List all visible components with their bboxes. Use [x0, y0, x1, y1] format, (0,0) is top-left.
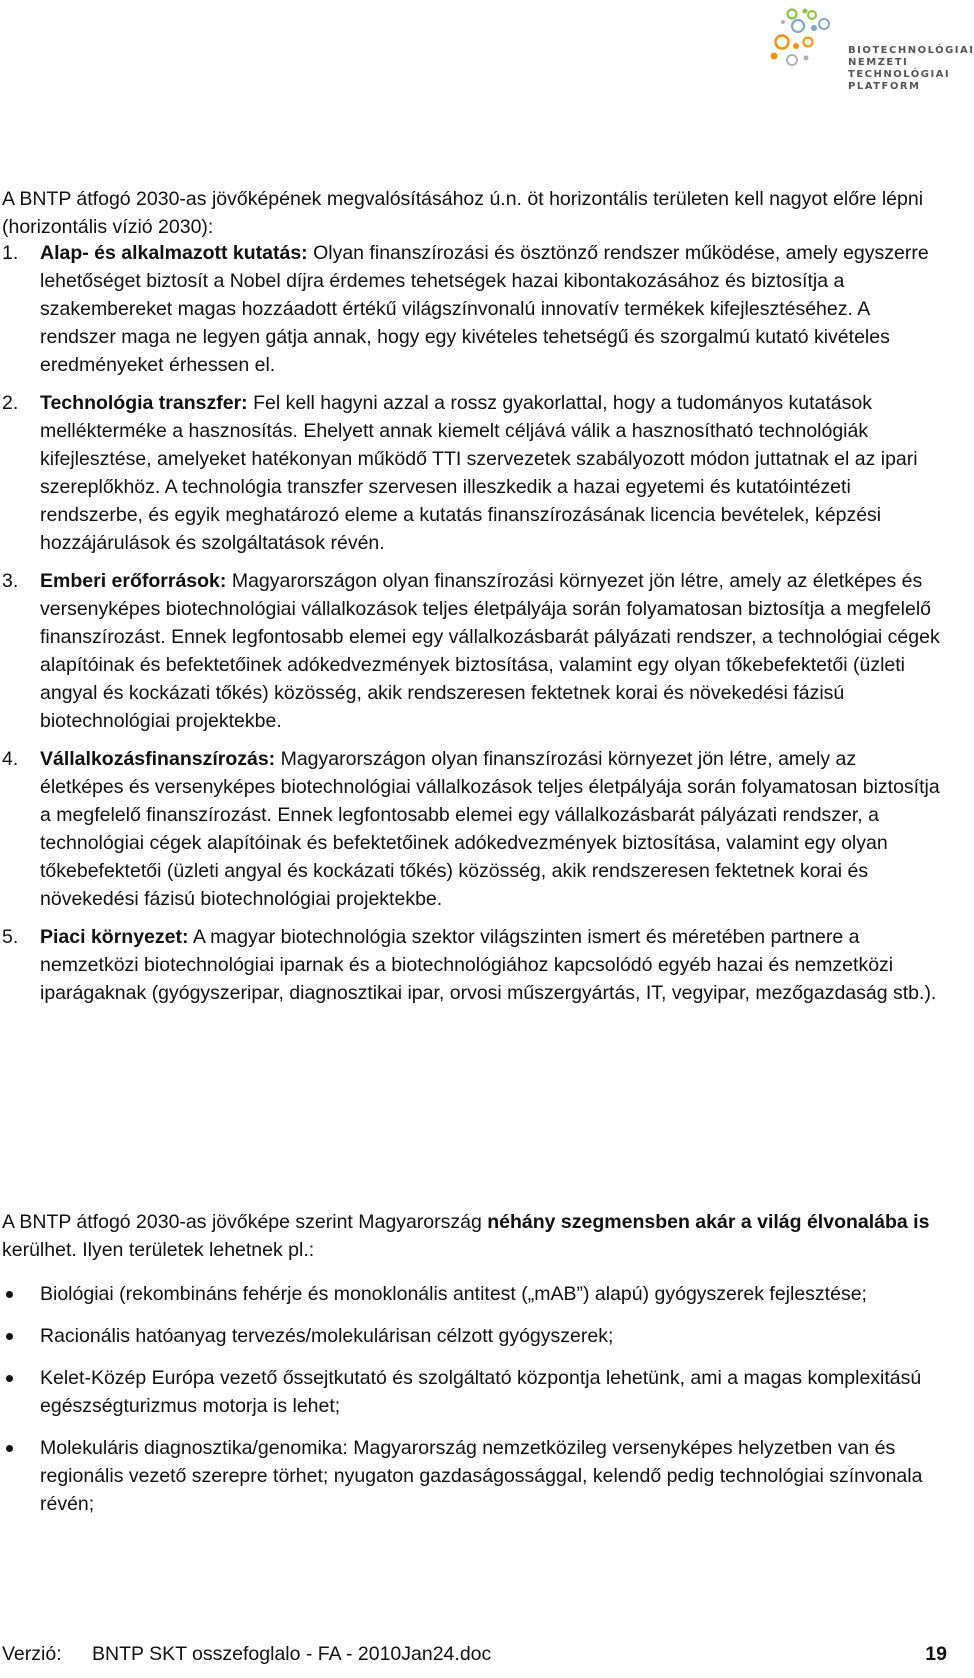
version-label: Verzió:: [2, 1643, 62, 1665]
item-number: 4.: [2, 748, 19, 770]
item-number: 2.: [2, 392, 19, 414]
bullet-text: Molekuláris diagnosztika/genomika: Magyarország nemzetközileg versenyképes helyzetben van és regionális vezető szerepre törhet; nyugaton gazdaságossággal, kelendő pedig technológiai színvonala révén;: [40, 1437, 923, 1515]
vision-text-pre: A BNTP átfogó 2030-as jövőképe szerint Magyarország: [2, 1211, 488, 1233]
horizontal-areas-list: [0, 239, 940, 1017]
item-title: Alap- és alkalmazott kutatás:: [40, 242, 308, 264]
logo-line: NEMZETI: [848, 57, 909, 68]
item-text: A magyar biotechnológia szektor világszinten ismert és méretében partnere a nemzetközi biotechnológiai iparnak és a biotechnológiához kapcsolódó egyéb hazai és nemzetközi iparágaknak (gyógyszeripar, diagnosztikai ipar, orvosi műszergyártás, IT, vegyipar, mezőgazdaság stb.).: [40, 926, 937, 1004]
bntp-logo: [760, 0, 974, 100]
bullet-dot-icon: [6, 1333, 13, 1340]
list-item: [0, 923, 940, 1007]
bullet-item: [0, 1280, 940, 1308]
bullet-text: Biológiai (rekombináns fehérje és monoklonális antitest („mAB”) alapú) gyógyszerek fejlesztése;: [40, 1283, 867, 1305]
bullet-item: [0, 1322, 940, 1350]
item-number: 3.: [2, 570, 19, 592]
vision-text-bold: néhány szegmensben akár a világ élvonalába is: [487, 1211, 930, 1233]
bullet-text: Kelet-Közép Európa vezető őssejtkutató és szolgáltató központja lehetünk, ami a magas komplexitású egészségturizmus motorja is lehet;: [40, 1367, 922, 1417]
item-number: 5.: [2, 926, 19, 948]
item-title: Vállalkozásfinanszírozás:: [40, 748, 276, 770]
logo-line: TECHNOLÓGIAI: [848, 69, 951, 80]
item-text: Fel kell hagyni azzal a rossz gyakorlattal, hogy a tudományos kutatások mellékterméke a hasznosítás. Ehelyett annak kiemelt céljává válik a hasznosítható technológiák kifejlesztése, amelyeket hatékonyan működő TTI szervezetek szabályozott módon juttatnak el az ipari szereplőkhöz. A technológia transzfer szervesen illeszkedik a hazai egyetemi és kutatóintézeti rendszerbe, és egyik meghatározó eleme a kutatás finanszírozásának licencia bevételek, képzési hozzájárulások és szolgáltatások révén.: [40, 392, 918, 554]
list-item: [0, 239, 940, 379]
logo-wordmark: [848, 45, 974, 93]
list-item: [0, 389, 940, 557]
bullet-item: [0, 1434, 940, 1518]
item-title: Emberi erőforrások:: [40, 570, 227, 592]
bullet-dot-icon: [6, 1291, 13, 1298]
item-title: Piaci környezet:: [40, 926, 189, 948]
item-text: Olyan finanszírozási és ösztönző rendszer működése, amely egyszerre lehetőséget biztosít a Nobel díjra érdemes tehetségek hazai kibontakozásához és biztosítja a szakembereket magas hozzáadott értékű világszínvonalú innovatív termékek kifejlesztéséhez. A rendszer maga ne legyen gátja annak, hogy egy kivételes tehetségű és szorgalmú kutató kivételes eredményeket érhessen el.: [40, 242, 929, 376]
logo-line: BIOTECHNOLÓGIAI: [848, 45, 974, 56]
item-text: Magyarországon olyan finanszírozási környezet jön létre, amely az életképes és versenyképes biotechnológiai vállalkozások teljes életpályája során folyamatosan biztosítja a megfelelő finanszírozást. Ennek legfontosabb elemei egy vállalkozásbarát pályázati rendszer, a technológiai cégek alapítóinak és befektetőinek adókedvezmények biztosítása, valamint egy olyan tőkebefektetői (üzleti angyal és kockázati tőkés) közösség, akik rendszeresen fektetnek korai és növekedési fázisú biotechnológiai projektekbe.: [40, 570, 940, 732]
item-number: 1.: [2, 242, 19, 264]
example-areas-list: [0, 1280, 940, 1532]
intro-paragraph: A BNTP átfogó 2030-as jövőképének megvalósításához ú.n. öt horizontális területen kell nagyot előre lépni (horizontális vízió 2030):: [2, 188, 924, 238]
bullet-dot-icon: [6, 1445, 13, 1452]
logo-circles-icon: [760, 0, 850, 90]
vision-text-post: kerülhet. Ilyen területek lehetnek pl.:: [2, 1239, 315, 1261]
bullet-dot-icon: [6, 1375, 13, 1382]
bullet-text: Racionális hatóanyag tervezés/molekulárisan célzott gyógyszerek;: [40, 1325, 614, 1347]
list-item: [0, 745, 940, 913]
page-number: 19: [925, 1643, 947, 1665]
document-filename: BNTP SKT osszefoglalo - FA - 2010Jan24.doc: [92, 1643, 492, 1665]
logo-line: PLATFORM: [848, 81, 921, 92]
vision-paragraph: [2, 1208, 937, 1264]
list-item: [0, 567, 940, 735]
bullet-item: [0, 1364, 940, 1420]
item-text: Magyarországon olyan finanszírozási környezet jön létre, amely az életképes és versenyképes biotechnológiai vállalkozások teljes életpályája során folyamatosan biztosítja a megfelelő finanszírozást. Ennek legfontosabb elemei egy vállalkozásbarát pályázati rendszer, a technológiai cégek alapítóinak és befektetőinek adókedvezmények biztosítása, valamint egy olyan tőkebefektetői (üzleti angyal és kockázati tőkés) közösség, akik rendszeresen fektetnek korai és növekedési fázisú biotechnológiai projektekbe.: [40, 748, 940, 910]
item-title: Technológia transzfer:: [40, 392, 248, 414]
